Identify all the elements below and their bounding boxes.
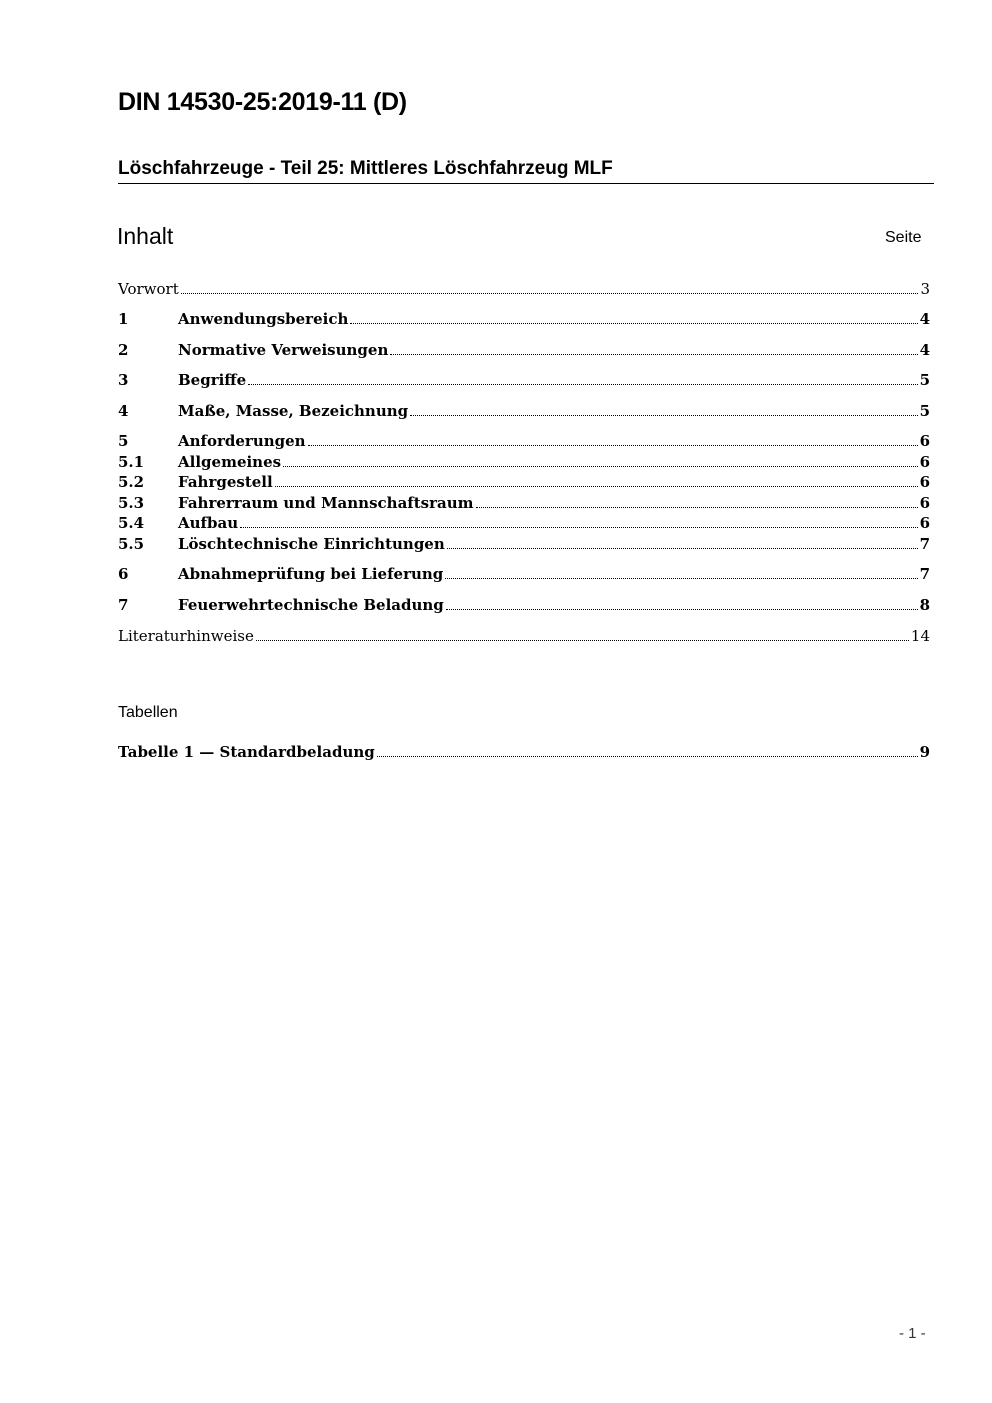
document-title: DIN 14530-25:2019-11 (D): [118, 88, 407, 116]
table-entry-text: Tabelle 1 — Standardbeladung: [118, 743, 375, 761]
toc-leader-dots: [390, 343, 917, 355]
toc-entry-5-2[interactable]: [118, 473, 930, 492]
toc-entry-4[interactable]: [118, 402, 930, 421]
toc-heading: Inhalt: [117, 223, 174, 249]
toc-leader-dots: [275, 475, 918, 487]
table-entry-page: 9: [919, 743, 930, 761]
toc-entry-text: Normative Verweisungen: [178, 341, 389, 359]
toc-entry-page: 6: [919, 494, 930, 512]
toc-entry-text: Fahrerraum und Mannschaftsraum: [178, 494, 474, 512]
toc-entry-text: Begriffe: [178, 371, 247, 389]
toc-leader-dots: [248, 373, 917, 385]
toc-entry-number: 5.3: [118, 494, 145, 512]
tables-heading: Tabellen: [118, 704, 178, 721]
toc-entry-page: 7: [919, 535, 930, 553]
toc-entry-page: 8: [919, 596, 930, 614]
toc-entry-text: Allgemeines: [178, 453, 282, 471]
toc-entry-page: 5: [919, 371, 930, 389]
toc-leader-dots: [476, 496, 918, 508]
toc-entry-text: Anforderungen: [178, 432, 306, 450]
toc-entry-5-4[interactable]: [118, 514, 930, 533]
toc-entry-number: 7: [118, 596, 129, 614]
toc-entry-number: 6: [118, 565, 129, 583]
toc-leader-dots: [308, 434, 918, 446]
toc-entry-text: Vorwort: [118, 280, 179, 298]
toc-entry-page: 6: [919, 432, 930, 450]
toc-entry-number: 5.2: [118, 473, 145, 491]
document-subtitle: Löschfahrzeuge - Teil 25: Mittleres Löschfahrzeug MLF: [118, 158, 613, 179]
toc-entry-2[interactable]: [118, 341, 930, 360]
toc-entry-5-3[interactable]: [118, 494, 930, 513]
toc-leader-dots: [447, 537, 918, 549]
toc-entry-text: Maße, Masse, Bezeichnung: [178, 402, 409, 420]
toc-leader-dots: [350, 312, 917, 324]
toc-leader-dots: [445, 567, 917, 579]
toc-entry-page: 4: [919, 341, 930, 359]
toc-entry-literaturhinweise[interactable]: [118, 627, 930, 646]
toc-entry-7[interactable]: [118, 596, 930, 615]
toc-leader-dots: [410, 404, 917, 416]
toc-entry-vorwort[interactable]: [118, 280, 930, 299]
toc-entry-5-5[interactable]: [118, 535, 930, 554]
toc-leader-dots: [446, 598, 918, 610]
toc-entry-page: 5: [919, 402, 930, 420]
toc-entry-text: Abnahmeprüfung bei Lieferung: [178, 565, 444, 583]
toc-entry-number: 1: [118, 310, 129, 328]
toc-entry-number: 2: [118, 341, 129, 359]
toc-leader-dots: [377, 745, 918, 757]
subtitle-divider: [118, 183, 934, 184]
toc-entry-1[interactable]: [118, 310, 930, 329]
toc-leader-dots: [181, 282, 919, 294]
toc-entry-text: Literaturhinweise: [118, 627, 254, 645]
toc-entry-text: Anwendungsbereich: [178, 310, 349, 328]
toc-leader-dots: [283, 455, 917, 467]
toc-entry-number: 5.5: [118, 535, 145, 553]
toc-entry-page: 6: [919, 514, 930, 532]
footer-page-number: - 1 -: [899, 1325, 926, 1342]
toc-entry-number: 3: [118, 371, 129, 389]
toc-entry-3[interactable]: [118, 371, 930, 390]
toc-entry-page: 4: [919, 310, 930, 328]
toc-leader-dots: [240, 516, 917, 528]
toc-entry-text: Aufbau: [178, 514, 239, 532]
toc-entry-5[interactable]: [118, 432, 930, 451]
table-entry-1[interactable]: [118, 743, 930, 762]
toc-entry-5-1[interactable]: [118, 453, 930, 472]
toc-leader-dots: [256, 629, 909, 641]
page-column-label: Seite: [885, 229, 922, 246]
toc-entry-6[interactable]: [118, 565, 930, 584]
toc-entry-number: 5.1: [118, 453, 145, 471]
toc-entry-page: 14: [910, 627, 930, 645]
toc-entry-page: 6: [919, 473, 930, 491]
toc-entry-number: 5: [118, 432, 129, 450]
toc-entry-page: 6: [919, 453, 930, 471]
toc-entry-text: Fahrgestell: [178, 473, 273, 491]
toc-entry-number: 4: [118, 402, 129, 420]
toc-entry-text: Feuerwehrtechnische Beladung: [178, 596, 444, 614]
toc-entry-text: Löschtechnische Einrichtungen: [178, 535, 445, 553]
toc-entry-page: 3: [920, 280, 930, 298]
toc-entry-number: 5.4: [118, 514, 145, 532]
toc-entry-page: 7: [919, 565, 930, 583]
